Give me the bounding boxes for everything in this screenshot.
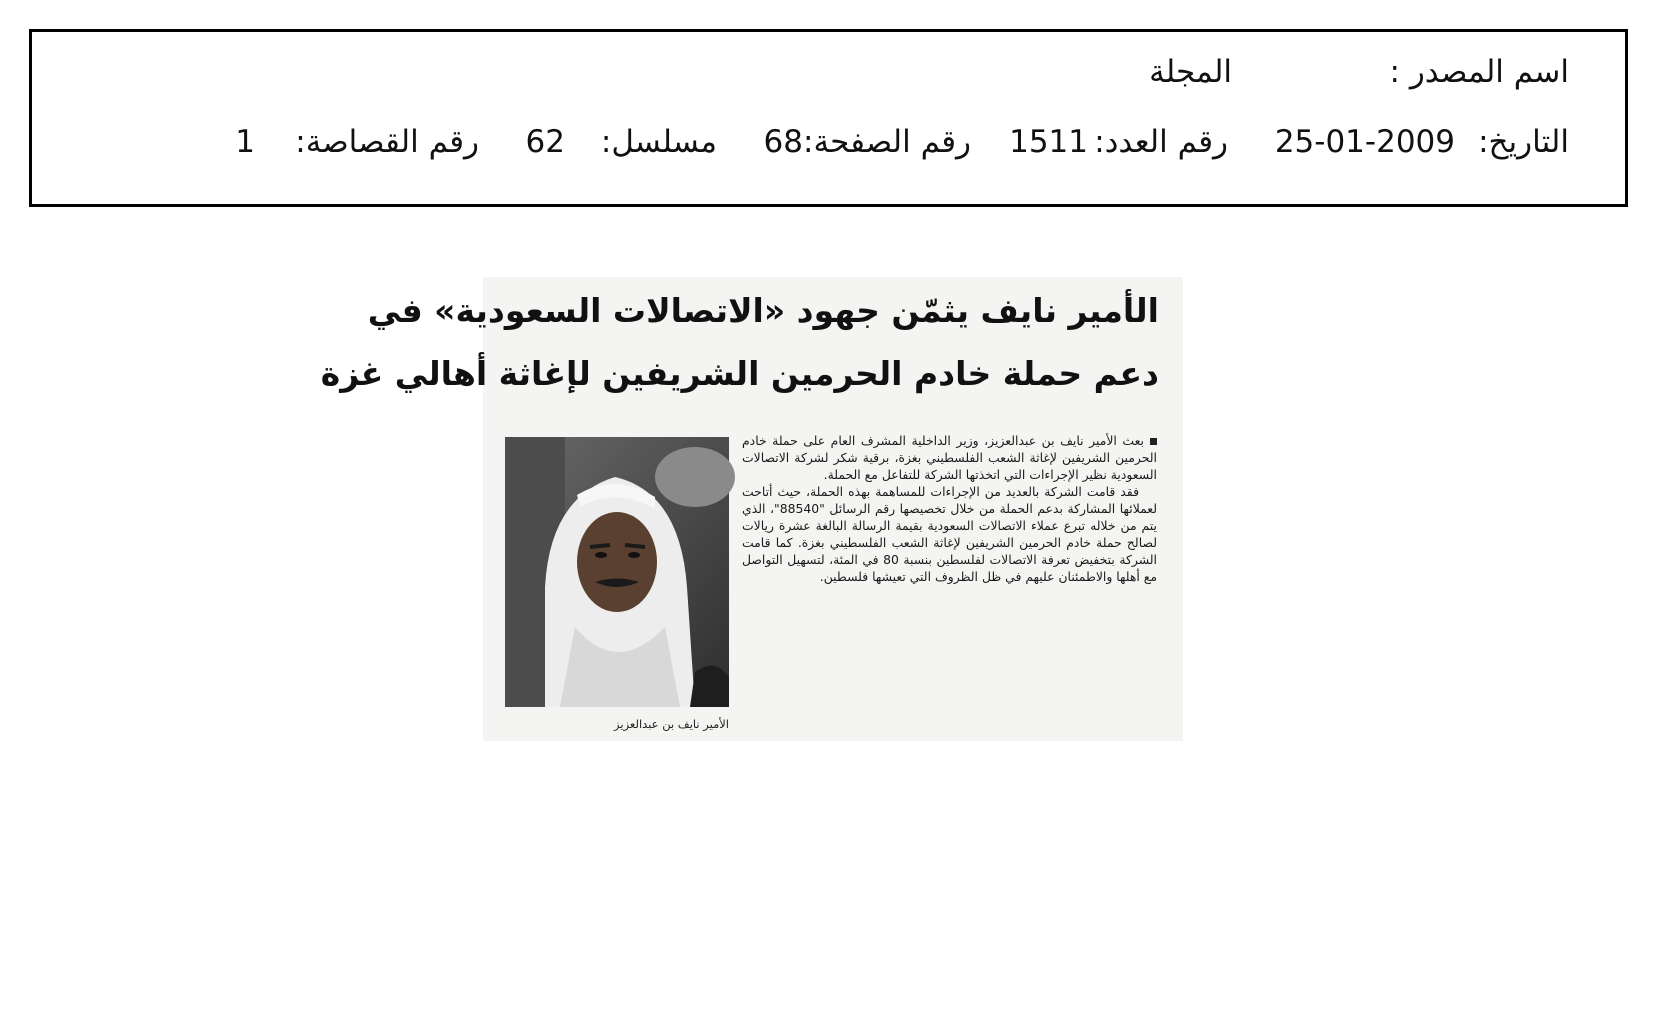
serial-value: 62 <box>525 124 565 160</box>
newspaper-clipping <box>320 277 1183 741</box>
source-label: اسم المصدر : <box>1389 54 1569 90</box>
date-label: التاريخ: <box>1478 124 1569 160</box>
issue-value: 1511 <box>1009 124 1088 160</box>
portrait-image-icon <box>505 437 729 707</box>
clip-label: رقم القصاصة: <box>295 124 479 160</box>
headline-line-1: الأمير نايف يثمّن جهود «الاتصالات السعودية» في <box>367 291 1159 330</box>
article-paragraph-2: فقد قامت الشركة بالعديد من الإجراءات للمساهمة بهذه الحملة، حيث أتاحت لعملائها المشاركة بدعم الحملة من خلال تخصيصها رقم الرسائل "88540"، الذي يتم من خلاله تبرع عملاء الاتصالات السعودية بقيمة الرسالة البالغة عشرة ريالات لصالح حملة خادم الحرمين الشريفين لإغاثة الشعب الفلسطيني بغزة. كما قامت الشركة بتخفيض تعرفة الاتصالات لفلسطين بنسبة 80 في المئة، لتسهيل التواصل مع أهلها والاطمئنان عليهم في ظل الظروف التي تعيشها فلسطين. <box>742 484 1158 584</box>
issue-label: رقم العدد: <box>1094 124 1228 160</box>
headline-line-2: دعم حملة خادم الحرمين الشريفين لإغاثة أهالي غزة <box>320 354 1159 393</box>
photo-caption: الأمير نايف بن عبدالعزيز <box>614 717 729 731</box>
page-value: 68 <box>763 124 803 160</box>
bullet-icon <box>1150 438 1157 445</box>
article-body <box>742 432 1157 585</box>
source-info-box <box>29 29 1628 207</box>
page-label: رقم الصفحة: <box>803 124 971 160</box>
serial-label: مسلسل: <box>600 124 717 160</box>
date-value: 25-01-2009 <box>1274 124 1455 160</box>
source-value: المجلة <box>1149 54 1232 90</box>
article-paragraph-1: بعث الأمير نايف بن عبدالعزيز، وزير الداخلية المشرف العام على حملة خادم الحرمين الشريفين لإغاثة الشعب الفلسطيني بغزة، برقية شكر لشركة الاتصالات السعودية نظير الإجراءات التي اتخذتها الشركة للتفاعل مع الحملة. <box>742 433 1157 482</box>
clip-value: 1 <box>235 124 255 160</box>
portrait-photo <box>505 437 729 707</box>
